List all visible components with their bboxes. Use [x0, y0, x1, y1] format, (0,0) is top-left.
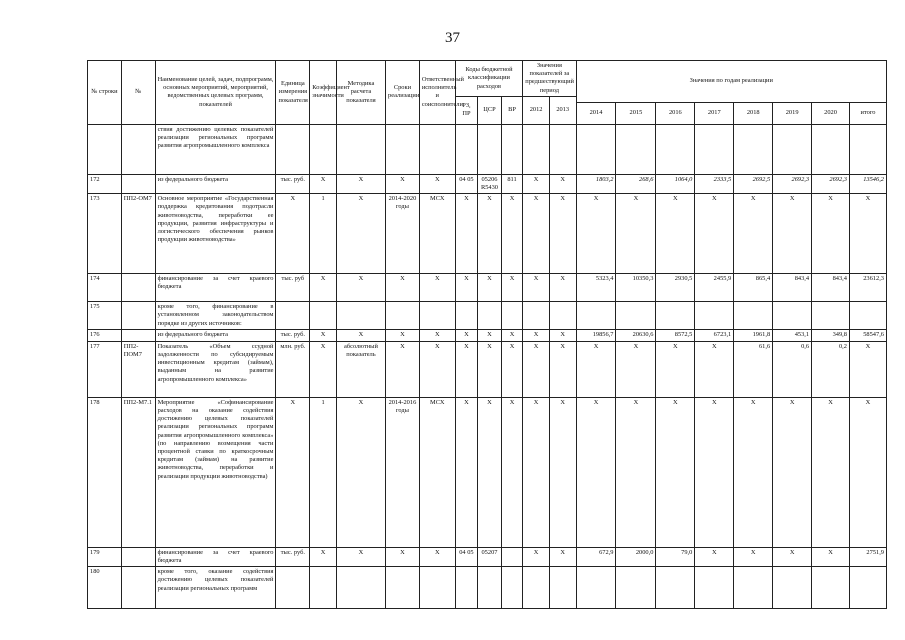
cell-v2017: Х: [695, 397, 734, 547]
cell-row: 180: [88, 567, 122, 609]
cell-v2017: Х: [695, 194, 734, 274]
cell-v2013: [549, 124, 576, 174]
cell-no: [121, 329, 155, 341]
cell-unit: тыс. руб.: [276, 329, 310, 341]
cell-coef: 1: [310, 397, 337, 547]
cell-v2016: Х: [656, 397, 695, 547]
cell-name: Мероприятие «Софинансирование расходов на оказание содействия достижению целевых показателей реализации региональных программ развития агропромышленного комплекса» (по направлению возмещения части процентной ставки по краткосрочным кредитам (займам) на развитие животноводства, переработки и реализации продукции животноводства): [155, 397, 276, 547]
header-2013: 2013: [549, 96, 576, 124]
cell-v2012: Х: [523, 547, 550, 566]
cell-csr: Х: [478, 329, 502, 341]
cell-v2015: [616, 302, 656, 330]
cell-coef: Х: [310, 547, 337, 566]
cell-v2016: 8572,5: [656, 329, 695, 341]
cell-name: из федерального бюджета: [155, 329, 276, 341]
cell-v2016: 79,0: [656, 547, 695, 566]
cell-v2018: Х: [734, 194, 773, 274]
cell-v2018: 865,4: [734, 274, 773, 302]
cell-v2012: Х: [523, 341, 550, 397]
cell-v2017: 2333,5: [695, 174, 734, 193]
cell-total: Х: [849, 341, 886, 397]
cell-v2013: [549, 302, 576, 330]
cell-v2014: [576, 302, 616, 330]
cell-method: [336, 302, 385, 330]
cell-no: [121, 567, 155, 609]
header-terms: Сроки реализации: [386, 61, 420, 125]
cell-vr: Х: [501, 329, 523, 341]
header-2016: 2016: [656, 102, 695, 124]
cell-v2019: Х: [773, 547, 812, 566]
cell-terms: [386, 302, 420, 330]
cell-v2019: [773, 567, 812, 609]
cell-vr: Х: [501, 341, 523, 397]
cell-name: Основное мероприятие «Государственная поддержка кредитования подотрасли животноводства, переработки ее продукции, развития инфраструктуры и логистического обеспечения рынков продукции животноводства»: [155, 194, 276, 274]
cell-rz: Х: [455, 274, 478, 302]
cell-total: [849, 567, 886, 609]
cell-v2018: Х: [734, 547, 773, 566]
cell-row: 177: [88, 341, 122, 397]
table-row: [88, 341, 887, 397]
cell-name: финансирование за счет краевого бюджета: [155, 274, 276, 302]
cell-coef: [310, 567, 337, 609]
cell-v2013: Х: [549, 274, 576, 302]
cell-method: Х: [336, 547, 385, 566]
table-row: [88, 397, 887, 547]
cell-coef: 1: [310, 194, 337, 274]
cell-unit: [276, 124, 310, 174]
cell-v2018: 1961,8: [734, 329, 773, 341]
cell-v2016: [656, 124, 695, 174]
cell-v2019: 2692,3: [773, 174, 812, 193]
cell-v2019: [773, 124, 812, 174]
cell-total: Х: [849, 194, 886, 274]
cell-v2014: 672,9: [576, 547, 616, 566]
cell-method: Х: [336, 329, 385, 341]
table-row: [88, 302, 887, 330]
cell-v2012: Х: [523, 397, 550, 547]
cell-csr: 05206 R5430: [478, 174, 502, 193]
program-indicators-table: [87, 60, 887, 609]
cell-v2017: 6723,1: [695, 329, 734, 341]
cell-method: [336, 567, 385, 609]
cell-resp: Х: [419, 547, 455, 566]
cell-v2014: Х: [576, 341, 616, 397]
header-2019: 2019: [773, 102, 812, 124]
cell-v2012: [523, 567, 550, 609]
cell-row: 175: [88, 302, 122, 330]
cell-no: [121, 124, 155, 174]
cell-coef: [310, 124, 337, 174]
cell-unit: млн. руб.: [276, 341, 310, 397]
cell-no: [121, 302, 155, 330]
cell-no: [121, 274, 155, 302]
cell-v2019: 843,4: [773, 274, 812, 302]
cell-coef: Х: [310, 174, 337, 193]
cell-v2020: 843,4: [812, 274, 850, 302]
cell-unit: тыс. руб.: [276, 174, 310, 193]
header-budget-codes: Коды бюджетной классификации расходов: [455, 61, 523, 97]
header-2020: 2020: [812, 102, 850, 124]
header-pre-values: Значения показателей за предшествующий период: [523, 61, 576, 97]
cell-csr: Х: [478, 397, 502, 547]
cell-v2019: [773, 302, 812, 330]
cell-v2017: 2455,9: [695, 274, 734, 302]
cell-name: кроме того, оказание содействия достижению целевых показателей реализации региональных программ: [155, 567, 276, 609]
cell-rz: Х: [455, 194, 478, 274]
cell-v2020: Х: [812, 194, 850, 274]
header-row-no: № строки: [88, 61, 122, 125]
cell-no: ПП2-ПОМ7: [121, 341, 155, 397]
cell-v2020: 2692,3: [812, 174, 850, 193]
cell-resp: МСХ: [419, 194, 455, 274]
cell-v2019: Х: [773, 397, 812, 547]
cell-v2016: [656, 567, 695, 609]
cell-method: Х: [336, 174, 385, 193]
cell-terms: Х: [386, 274, 420, 302]
cell-v2014: 1803,2: [576, 174, 616, 193]
cell-csr: 05207: [478, 547, 502, 566]
header-resp: Ответственный исполнитель и соисполнители: [419, 61, 455, 125]
cell-v2020: 0,2: [812, 341, 850, 397]
cell-v2019: 0,6: [773, 341, 812, 397]
cell-total: 2751,9: [849, 547, 886, 566]
header-2014: 2014: [576, 102, 616, 124]
cell-v2014: [576, 124, 616, 174]
cell-csr: [478, 302, 502, 330]
header-2018: 2018: [734, 102, 773, 124]
cell-total: 13546,2: [849, 174, 886, 193]
cell-row: 178: [88, 397, 122, 547]
cell-total: Х: [849, 397, 886, 547]
cell-row: 176: [88, 329, 122, 341]
cell-v2017: [695, 124, 734, 174]
cell-unit: Х: [276, 397, 310, 547]
table-row: [88, 329, 887, 341]
cell-vr: 811: [501, 174, 523, 193]
header-name: Наименование целей, задач, подпрограмм, основных мероприятий, мероприятий, ведомственных целевых программ, показателей: [155, 61, 276, 125]
cell-v2017: [695, 567, 734, 609]
cell-unit: [276, 567, 310, 609]
cell-v2012: Х: [523, 174, 550, 193]
cell-resp: [419, 302, 455, 330]
header-unit: Единица измерения показателя: [276, 61, 310, 125]
cell-no: [121, 174, 155, 193]
cell-name: Показатель «Объем ссудной задолженности по субсидируемым инвестиционным кредитам (займам), выданным на развитие агропромышленного комплекса»: [155, 341, 276, 397]
cell-v2016: Х: [656, 341, 695, 397]
cell-v2020: [812, 567, 850, 609]
cell-vr: [501, 302, 523, 330]
cell-resp: Х: [419, 174, 455, 193]
cell-csr: Х: [478, 274, 502, 302]
cell-v2013: Х: [549, 397, 576, 547]
cell-v2019: Х: [773, 194, 812, 274]
cell-no: ПП2-М7.1: [121, 397, 155, 547]
cell-v2015: Х: [616, 397, 656, 547]
cell-method: Х: [336, 194, 385, 274]
cell-v2012: Х: [523, 329, 550, 341]
cell-v2017: Х: [695, 341, 734, 397]
cell-resp: МСХ: [419, 397, 455, 547]
cell-v2014: Х: [576, 397, 616, 547]
cell-vr: Х: [501, 194, 523, 274]
table-row: [88, 567, 887, 609]
cell-total: 23612,3: [849, 274, 886, 302]
cell-v2013: Х: [549, 329, 576, 341]
cell-method: Х: [336, 397, 385, 547]
cell-v2013: Х: [549, 341, 576, 397]
cell-name: финансирование за счет краевого бюджета: [155, 547, 276, 566]
cell-terms: Х: [386, 329, 420, 341]
cell-resp: [419, 567, 455, 609]
header-coef: Коэффициент значимости: [310, 61, 337, 125]
cell-rz: [455, 124, 478, 174]
cell-method: [336, 124, 385, 174]
cell-no: ПП2-ОМ7: [121, 194, 155, 274]
cell-resp: Х: [419, 329, 455, 341]
table-row: [88, 547, 887, 566]
header-2015: 2015: [616, 102, 656, 124]
cell-v2015: Х: [616, 194, 656, 274]
header-2017: 2017: [695, 102, 734, 124]
table-header: [88, 61, 887, 125]
cell-v2020: 349,8: [812, 329, 850, 341]
header-vr: ВР: [501, 96, 523, 124]
table-row: [88, 194, 887, 274]
cell-total: [849, 124, 886, 174]
cell-no: [121, 547, 155, 566]
cell-v2018: 2692,5: [734, 174, 773, 193]
table-body: [88, 124, 887, 608]
cell-resp: Х: [419, 341, 455, 397]
cell-coef: Х: [310, 341, 337, 397]
cell-v2012: [523, 302, 550, 330]
header-no: №: [121, 61, 155, 125]
cell-vr: Х: [501, 397, 523, 547]
cell-row: 179: [88, 547, 122, 566]
table-row: [88, 274, 887, 302]
cell-v2015: 268,6: [616, 174, 656, 193]
cell-v2018: 61,6: [734, 341, 773, 397]
cell-terms: [386, 124, 420, 174]
header-csr: ЦСР: [478, 96, 502, 124]
cell-v2014: 19856,7: [576, 329, 616, 341]
cell-name: из федерального бюджета: [155, 174, 276, 193]
table-row: [88, 124, 887, 174]
cell-vr: [501, 567, 523, 609]
cell-v2018: [734, 567, 773, 609]
cell-v2015: 2000,0: [616, 547, 656, 566]
header-method: Методика расчета показателя: [336, 61, 385, 125]
cell-v2017: [695, 302, 734, 330]
cell-v2020: [812, 302, 850, 330]
cell-rz: Х: [455, 329, 478, 341]
cell-terms: [386, 567, 420, 609]
cell-row: 174: [88, 274, 122, 302]
page-number: 37: [445, 30, 460, 46]
cell-resp: Х: [419, 274, 455, 302]
cell-coef: Х: [310, 274, 337, 302]
cell-v2020: [812, 124, 850, 174]
cell-rz: [455, 567, 478, 609]
cell-v2016: 2930,5: [656, 274, 695, 302]
cell-v2013: Х: [549, 547, 576, 566]
cell-coef: Х: [310, 329, 337, 341]
cell-rz: 04 05: [455, 174, 478, 193]
cell-v2013: Х: [549, 194, 576, 274]
cell-total: 58547,6: [849, 329, 886, 341]
cell-row: [88, 124, 122, 174]
cell-csr: [478, 124, 502, 174]
cell-name: кроме того, финансирование в установленном законодательством порядке из других источников:: [155, 302, 276, 330]
cell-terms: 2014-2020 годы: [386, 194, 420, 274]
cell-v2018: Х: [734, 397, 773, 547]
cell-rz: 04 05: [455, 547, 478, 566]
cell-resp: [419, 124, 455, 174]
cell-v2019: 453,1: [773, 329, 812, 341]
cell-terms: Х: [386, 341, 420, 397]
header-2012: 2012: [523, 96, 550, 124]
cell-rz: Х: [455, 341, 478, 397]
cell-v2016: 1064,0: [656, 174, 695, 193]
table-row: [88, 174, 887, 193]
cell-v2018: [734, 124, 773, 174]
cell-unit: тыс. руб.: [276, 547, 310, 566]
cell-v2015: Х: [616, 341, 656, 397]
cell-method: абсолютный показатель: [336, 341, 385, 397]
cell-v2017: Х: [695, 547, 734, 566]
cell-vr: [501, 547, 523, 566]
cell-terms: Х: [386, 547, 420, 566]
cell-v2018: [734, 302, 773, 330]
cell-v2015: [616, 124, 656, 174]
cell-name: ствия достижению целевых показателей реализации региональных программ развития агропромышленного комплекса: [155, 124, 276, 174]
cell-v2012: Х: [523, 194, 550, 274]
cell-v2015: 20630,6: [616, 329, 656, 341]
cell-rz: [455, 302, 478, 330]
cell-csr: Х: [478, 194, 502, 274]
cell-v2016: Х: [656, 194, 695, 274]
cell-v2014: Х: [576, 194, 616, 274]
cell-csr: [478, 567, 502, 609]
header-total: итого: [849, 102, 886, 124]
cell-v2012: [523, 124, 550, 174]
cell-v2015: [616, 567, 656, 609]
cell-v2014: 5323,4: [576, 274, 616, 302]
cell-v2020: Х: [812, 397, 850, 547]
cell-v2013: Х: [549, 174, 576, 193]
cell-coef: [310, 302, 337, 330]
cell-v2012: Х: [523, 274, 550, 302]
cell-rz: Х: [455, 397, 478, 547]
cell-total: [849, 302, 886, 330]
cell-terms: Х: [386, 174, 420, 193]
header-values-by-year: Значения по годам реализации: [576, 61, 886, 103]
cell-v2016: [656, 302, 695, 330]
cell-v2014: [576, 567, 616, 609]
cell-v2013: [549, 567, 576, 609]
cell-terms: 2014-2016 годы: [386, 397, 420, 547]
cell-method: Х: [336, 274, 385, 302]
cell-row: 172: [88, 174, 122, 193]
cell-vr: Х: [501, 274, 523, 302]
cell-unit: Х: [276, 194, 310, 274]
cell-csr: Х: [478, 341, 502, 397]
cell-v2020: Х: [812, 547, 850, 566]
cell-vr: [501, 124, 523, 174]
cell-v2015: 10350,3: [616, 274, 656, 302]
cell-unit: [276, 302, 310, 330]
cell-row: 173: [88, 194, 122, 274]
cell-unit: тыс. руб: [276, 274, 310, 302]
header-rz: РЗ, ПР: [455, 96, 478, 124]
